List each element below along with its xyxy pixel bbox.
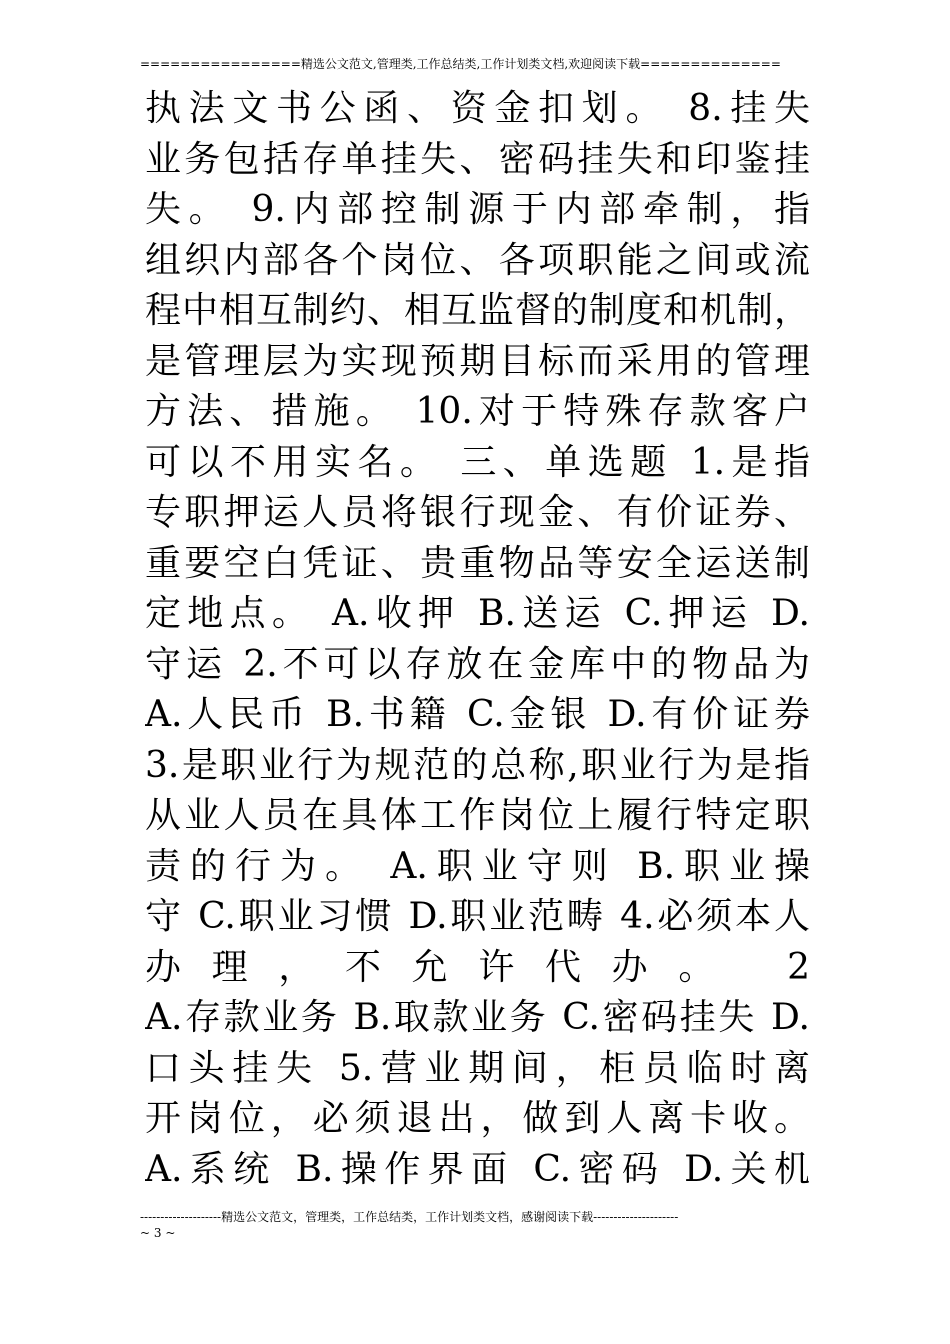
text-line: 专职押运人员将银行现金、有价证券、 (145, 492, 810, 533)
text-line: 组织内部各个岗位、各项职能之间或流 (145, 239, 810, 281)
text-line: 办理，不允许代办。 2 (145, 946, 810, 988)
text-line: 是管理层为实现预期目标而采用的管理 (145, 340, 810, 382)
page-number: ~ 3 ~ (140, 1226, 176, 1240)
text-line: 重要空白凭证、贵重物品等安全运送制 (145, 542, 810, 584)
text-line: A.存款业务 B.取款业务 C.密码挂失 D. (145, 997, 810, 1038)
document-body (145, 84, 810, 1195)
text-line: 3.是职业行为规范的总称,职业行为是指 (145, 744, 810, 786)
text-line: 开岗位，必须退出，做到人离卡收。 (145, 1098, 810, 1139)
page-footer: --------------------精选公文范文，管理类，工作总结类，工作计划类文档，感谢阅读下载--------------------- (140, 1210, 679, 1224)
text-line: 可以不用实名。 三、单选题 1.是指 (145, 441, 810, 483)
text-line: 执法文书公函、资金扣划。 8.挂失 (145, 88, 810, 129)
text-line: 口头挂失 5.营业期间，柜员临时离 (145, 1047, 810, 1089)
text-line: 方法、措施。 10.对于特殊存款客户 (145, 391, 810, 432)
text-line: A.系统 B.操作界面 C.密码 D.关机 (145, 1148, 810, 1190)
text-line: 从业人员在具体工作岗位上履行特定职 (145, 795, 810, 836)
text-line: 守 C.职业习惯 D.职业范畴 4.必须本人 (145, 896, 810, 937)
text-line: 程中相互制约、相互监督的制度和机制， (145, 290, 810, 331)
text-line: 业务包括存单挂失、密码挂失和印鉴挂 (145, 138, 810, 180)
text-line: 守运 2.不可以存放在金库中的物品为 (145, 643, 810, 685)
text-line: 责的行为。 A.职业守则 B.职业操 (145, 845, 810, 887)
text-line: 定地点。 A.收押 B.送运 C.押运 D. (145, 593, 810, 634)
text-line: 失。 9.内部控制源于内部牵制，指 (145, 189, 810, 230)
page-header: ================精选公文范文,管理类,工作总结类,工作计划类文档,欢迎阅读下载============== (140, 57, 781, 71)
text-line: A.人民币 B.书籍 C.金银 D.有价证券 (145, 694, 810, 735)
